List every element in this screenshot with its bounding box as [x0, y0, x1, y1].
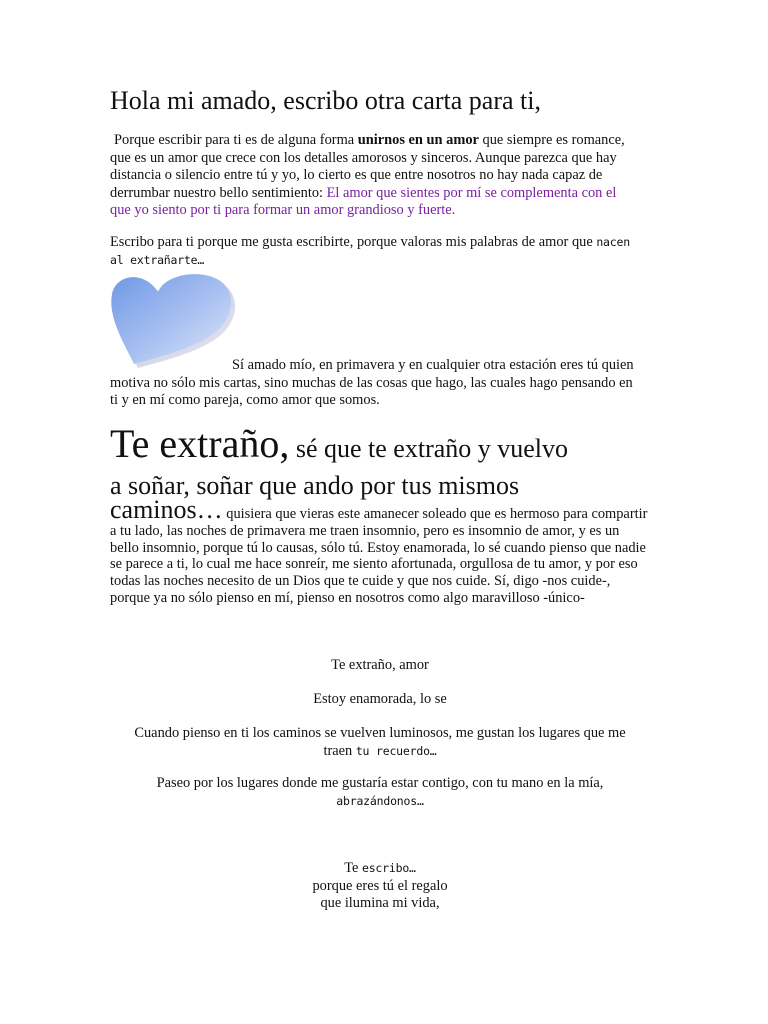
paragraph-spring: Sí amado mío, en primavera y en cualquier otra estación eres tú quien motiva no sólo mis cartas, sino muchas de las cosas que hago, las cuales hago pensando en ti y en mí como pareja, como amor que somos. — [110, 357, 634, 409]
centered-3b: traen — [323, 742, 356, 759]
centered-5a: Te — [344, 860, 362, 876]
miss-you-mid-3: caminos… — [110, 495, 223, 524]
centered-line-1: Te extraño, amor — [331, 657, 429, 673]
why-write-small: nacen al extrañarte… — [110, 235, 630, 267]
centered-paragraph-5 — [110, 860, 650, 913]
miss-you-line-2: a soñar, soñar que ando por tus mismos — [110, 471, 520, 500]
paragraph-intro — [110, 132, 638, 220]
intro-text-a: Porque escribir para ti es de alguna forma — [114, 132, 358, 148]
centered-4a: Paseo por los lugares donde me gustaría estar contigo, con tu mano en la mía, — [156, 775, 604, 791]
paragraph-miss-you — [110, 422, 648, 607]
why-write-text: Escribo para ti porque me gusta escribirte, porque valoras mis palabras de amor que — [110, 234, 597, 250]
centered-5d: que ilumina mi vida, — [320, 895, 440, 912]
miss-you-line-3 — [110, 495, 648, 607]
centered-3a: Cuando pienso en ti los caminos se vuelven luminosos, me gustan los lugares que me — [134, 725, 626, 741]
centered-5b: escribo… — [361, 861, 416, 875]
centered-3c: tu recuerdo… — [355, 743, 437, 758]
miss-you-mid-1: sé que te extraño y vuelvo — [289, 434, 569, 463]
centered-4b: abrazándonos… — [336, 793, 424, 808]
centered-paragraph-4 — [110, 775, 650, 810]
letter-title: Hola mi amado, escribo otra carta para ti, — [110, 86, 541, 115]
intro-text-b: que siempre es romance, que es un amor que crece con los detalles amorosos y sinceros. Aunque parezca que hay distancia o silencio entre tú y yo, lo cierto es que entre nosotros no hay nada capaz de derrumbar nuestro bello sentimiento: — [110, 132, 625, 201]
miss-you-line-1 — [110, 422, 648, 466]
centered-5c: porque eres tú el regalo — [312, 877, 448, 894]
miss-you-rest: quisiera que vieras este amanecer soleado que es hermoso para compartir a tu lado, las noches de primavera me traen insomnio, pero es insomnio de amor, y es un bello insomnio, porque tú lo causas, sólo tú. Estoy enamorada, lo sé cuando pienso que nadie se parece a ti, lo cual me hace sonreír, me siento afortunada, orgullosa de tu amor, y por eso todas las noches necesito de un Dios que te cuide y que nos cuide. Sí, digo -nos cuide-, porque ya no sólo pienso en mí, pienso en nosotros como algo maravilloso -único- — [110, 506, 648, 606]
paragraph-why-write — [110, 234, 638, 269]
centered-line-2: Estoy enamorada, lo se — [313, 691, 447, 707]
intro-bold-phrase: unirnos en un amor — [357, 132, 479, 148]
centered-paragraph-3 — [110, 725, 650, 760]
intro-purple-phrase: El amor que sientes por mí se complementa con el que yo siento por ti para formar un amor grandioso y fuerte. — [110, 184, 617, 219]
miss-you-big: Te extraño, — [110, 421, 290, 466]
